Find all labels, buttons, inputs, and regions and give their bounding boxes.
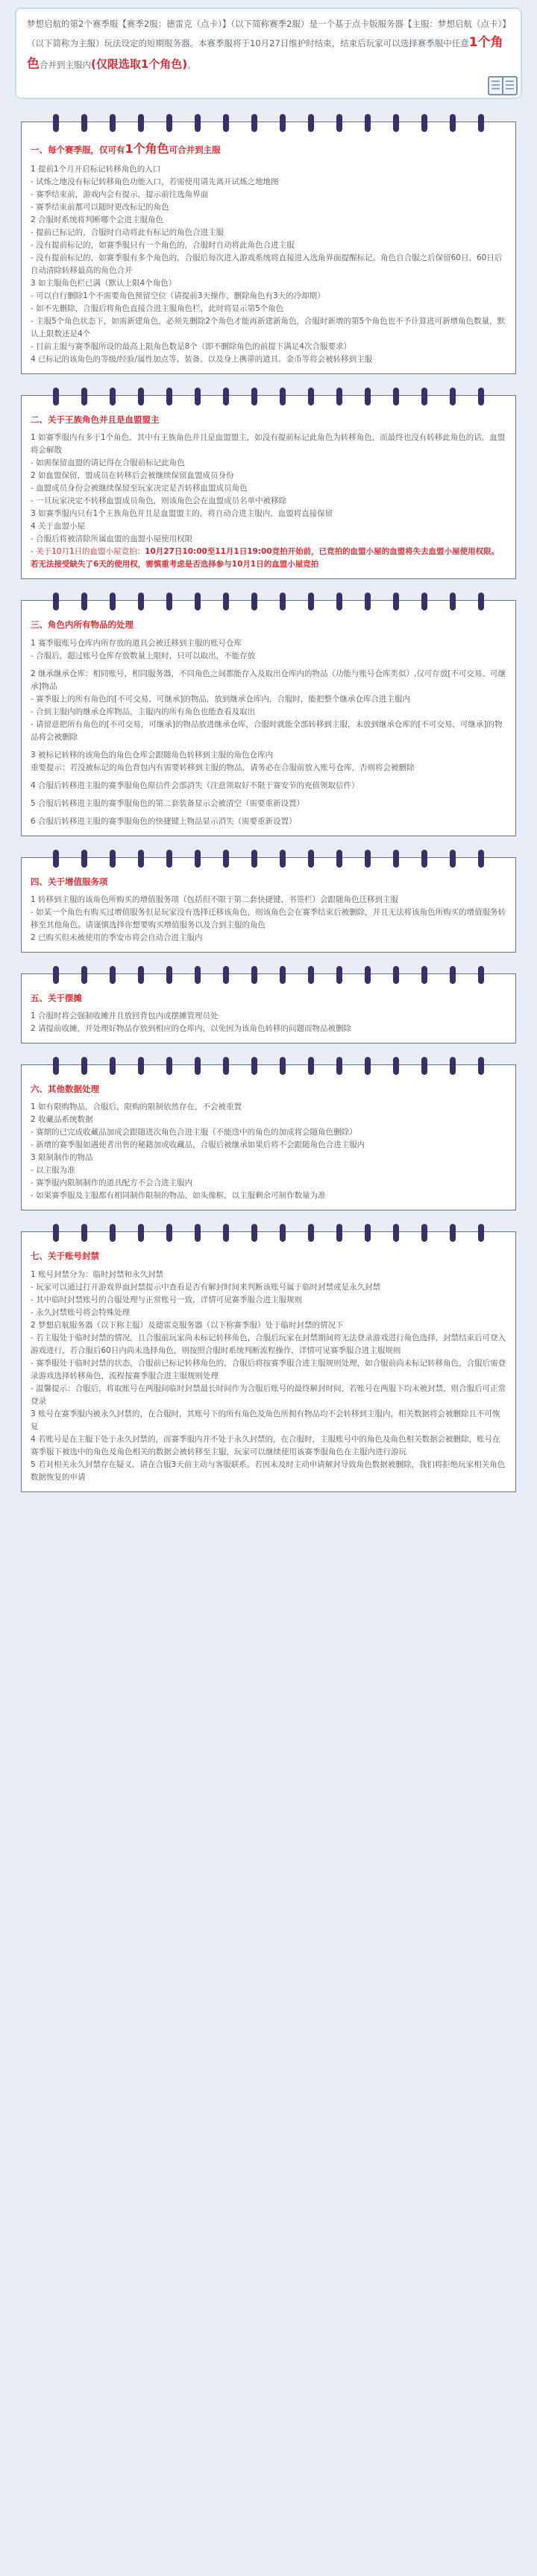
binder-ring bbox=[393, 1224, 399, 1242]
section-card bbox=[21, 593, 516, 836]
binder-ring bbox=[53, 114, 59, 132]
clan-hall-note-emphasis: 10月27日10:00至11月1日19:00竞拍开始前，已竞拍的血盟小屋的血盟将失去血盟小屋使用权限。若无法接受缺失了6天的使用权，需慎重考虑是否选择参与10月1日的血盟小屋竞拍 bbox=[31, 547, 500, 569]
binder-ring bbox=[478, 966, 484, 984]
content-line: 2 如血盟保留，盟成员在转移后会被继续保留血盟成员身份 bbox=[31, 471, 234, 481]
binder-ring bbox=[308, 1057, 314, 1075]
binder-ring bbox=[280, 850, 286, 868]
binder-ring bbox=[251, 593, 257, 610]
content-line: - 赛季结束前，游戏内会有提示，提示前往选角界面 bbox=[31, 190, 209, 200]
binder-ring bbox=[195, 1224, 201, 1242]
binder-ring bbox=[336, 1224, 342, 1242]
binder-ring bbox=[251, 388, 257, 405]
content-line: - 合服后，超过账号仓库存放数量上限时，只可以取出，不能存放 bbox=[31, 651, 256, 660]
binder-ring bbox=[336, 114, 342, 132]
binder-ring bbox=[421, 1057, 427, 1075]
content-line: - 赛期的已完成收藏品加成会跟随进次角色合进主服（不能迭中的角色的加成将会随角色删除） bbox=[31, 1128, 357, 1137]
binder-ring bbox=[138, 1224, 144, 1242]
content-line: - 赛季服处于临时封禁的状态，合服前已标记转移角色的，合服后将按赛季服合进主服规则处理，如合服前尚未标记转移角色，合服后需登录游戏选择转移角色，流程按赛季服合进主服规则处理 bbox=[31, 1358, 506, 1380]
binder-ring bbox=[308, 388, 314, 405]
content-line: 4 合服后转移进主服的赛季服角色原信件会部消失（注意领取好不限于赛安节的充值领取信件） bbox=[31, 780, 359, 790]
section-card bbox=[21, 388, 516, 579]
binder-ring bbox=[365, 114, 371, 132]
content-line: - 如某一个角色有购买过增值服务但是玩家没有选择迁移该角色，则该角色会在赛季结束后被删除，并且无法将该角色所购买的增值服务转移至其他角色。请谨慎选择你想要购买增值服务以及合到主服的角色 bbox=[31, 907, 506, 929]
content-line: 2 已购买但未被使用的季安市将会自动合进主服内 bbox=[31, 932, 203, 942]
content-line: - 没有提前标记的，如赛季服有多个角色的，合服后每次进入游戏系统将直接进入选角界面提醒标记。角色自合服之后保留60日，60日后自动清除转移最高的角色合并 bbox=[31, 253, 503, 276]
content-line: 1 合服时将会强制收摊并且放回背包内或摆摊管理员处 bbox=[31, 1011, 219, 1021]
binder-ring bbox=[251, 966, 257, 984]
binder-ring bbox=[53, 593, 59, 610]
binder-ring bbox=[81, 593, 87, 610]
content-line: - 没有提前标记的，如赛季服只有一个角色的，合服时自动将此角色合进主服 bbox=[31, 241, 295, 250]
binder-ring bbox=[81, 966, 87, 984]
intro-text-1: 梦想启航的第2个赛季服【赛季2服：德雷克（点卡）】（以下简称赛季2服）是一个基于点卡版服务器【主服：梦想启航（点卡）】（以下简称为主服）玩法设定的短期服务器。本赛季服将于10月27日维护时结束，结束后玩家可以选择赛季服中任意 bbox=[27, 19, 506, 48]
content-line: 1 转移到主服的该角色所购买的增值服务项（包括但不限于第二套快捷键、书签栏）会跟随角色迁移到主服 bbox=[31, 894, 399, 904]
section-card bbox=[21, 1224, 516, 1491]
section-title: 七、关于账号封禁 bbox=[31, 1251, 99, 1262]
binder-ring bbox=[251, 850, 257, 868]
binder-ring bbox=[450, 966, 456, 984]
binder-ring bbox=[421, 966, 427, 984]
binder-ring bbox=[308, 593, 314, 610]
content-line: - 赛季服上的所有角色的[不可交易，可继承]的物品，放到继承仓库内，合服时，能把整个继承仓库合进主服内 bbox=[31, 694, 410, 704]
binder-ring bbox=[365, 966, 371, 984]
binder-ring bbox=[308, 966, 314, 984]
binder-ring bbox=[166, 966, 172, 984]
section-lines bbox=[31, 1101, 506, 1202]
section-title-text: 可合并到主服 bbox=[169, 145, 221, 156]
binder-ring bbox=[336, 966, 342, 984]
content-line: - 新增的赛季服如遇使者出售的秘籍加成收藏品，合服后被继承如果后将不会跟随角色合进主服内 bbox=[31, 1140, 365, 1150]
binder-ring bbox=[280, 593, 286, 610]
binder-ring bbox=[393, 1057, 399, 1075]
content-line: - 提前已标记的，合服时自动将此有标记的角色合进主服 bbox=[31, 228, 224, 238]
binder-ring bbox=[53, 966, 59, 984]
content-line: - 血盟成员身份会被继续保留至玩家决定是否转移血盟成员角色 bbox=[31, 484, 248, 493]
binder-ring bbox=[336, 388, 342, 405]
binder-ring bbox=[81, 114, 87, 132]
binder-ring bbox=[166, 1057, 172, 1075]
binder-ring bbox=[336, 593, 342, 610]
content-line: 1 如赛季服内有多于1个角色，其中有王族角色并且是血盟盟主，如没有提前标记此角色为转移角色，而最终也没有转移此角色的话，血盟将会解散 bbox=[31, 433, 506, 455]
binder-ring bbox=[195, 1057, 201, 1075]
content-line: - 主服5个角色状态下，如需新建角色，必须先删除2个角色才能再新建新角色，合服时新增的第5个角色也不予计算进可新增角色数量，默认上限数还是4个 bbox=[31, 317, 506, 339]
binder-ring bbox=[110, 1057, 116, 1075]
intro-text-2: 合并到主服内 bbox=[40, 60, 91, 70]
section-card bbox=[21, 1057, 516, 1210]
binder-ring bbox=[450, 1224, 456, 1242]
content-line: - 赛季结束前都可以随时更改标记的角色 bbox=[31, 203, 169, 212]
binder-ring bbox=[166, 850, 172, 868]
binder-ring bbox=[110, 388, 116, 405]
binder-ring bbox=[251, 1057, 257, 1075]
binder-ring bbox=[81, 1224, 87, 1242]
binder-ring bbox=[280, 1224, 286, 1242]
binder-ring bbox=[166, 114, 172, 132]
binder-ring bbox=[308, 114, 314, 132]
binder-ring bbox=[195, 114, 201, 132]
binder-ring bbox=[421, 388, 427, 405]
content-line: - 一旦玩家决定不转移血盟成员角色，则该角色会在血盟成员名单中被移除 bbox=[31, 496, 287, 506]
content-line: 4 关于血盟小屋 bbox=[31, 522, 86, 531]
binder-ring bbox=[478, 114, 484, 132]
binder-ring bbox=[110, 593, 116, 610]
binder-ring bbox=[478, 850, 484, 868]
content-line: 5 若对相关永久封禁存在疑义，请在合服3天前主动与客服联系。若因未及时主动申请解封导致角色数据被删除，我们将拒绝玩家相关角色数据恢复的申请 bbox=[31, 1459, 506, 1482]
binder-ring bbox=[421, 593, 427, 610]
content-line: 1 提前1个月开启标记转移角色的入口 bbox=[31, 165, 161, 174]
binder-ring bbox=[450, 388, 456, 405]
section-title: 二、关于王族角色并且是血盟盟主 bbox=[31, 414, 160, 426]
binder-ring bbox=[81, 1057, 87, 1075]
binder-rings bbox=[21, 388, 516, 407]
binder-ring bbox=[81, 388, 87, 405]
content-line: 重要提示：若没被标记的角色背包内有需要转移到主服的物品，请务必在合服前放入账号仓库，否则将会被删除 bbox=[31, 763, 415, 772]
section-title-text: 一、每个赛季服，仅可有 bbox=[31, 145, 125, 156]
content-line: 2 继承继承仓库：相同账号，相同服务器，不同角色之间都能存入及取出仓库内的物品（功能与账号仓库类似）,仅可存放[不可交易、可继承]物品 bbox=[31, 669, 506, 691]
binder-ring bbox=[195, 850, 201, 868]
intro-highlight-limit: (仅限选取1个角色) bbox=[91, 57, 188, 71]
intro-box bbox=[15, 7, 522, 99]
binder-rings bbox=[21, 1057, 516, 1076]
binder-ring bbox=[138, 593, 144, 610]
binder-rings bbox=[21, 114, 516, 133]
section-title: 四、关于增值服务项 bbox=[31, 876, 108, 887]
binder-ring bbox=[393, 114, 399, 132]
binder-ring bbox=[450, 850, 456, 868]
content-line: - 目前主服与赛季服所设的最高上限角色数是8个（即不删除角色的前提下满足4次合服要求） bbox=[31, 342, 351, 352]
section-title bbox=[31, 140, 506, 158]
binder-ring bbox=[478, 1224, 484, 1242]
binder-ring bbox=[223, 1224, 229, 1242]
binder-ring bbox=[195, 593, 201, 610]
content-line: - 如需保留血盟的请记得在合服前标记此角色 bbox=[31, 458, 185, 468]
binder-ring bbox=[308, 850, 314, 868]
binder-ring bbox=[138, 966, 144, 984]
content-line: - 玩家可以通过打开游戏界面封禁提示中查看是否有解封时间来判断该账号属于临时封禁或是永久封禁 bbox=[31, 1282, 381, 1292]
binder-ring bbox=[110, 1224, 116, 1242]
content-line: 6 合服后转移进主服的赛季服角色的快捷键上物品显示消失（需要重新设置） bbox=[31, 816, 297, 826]
clan-hall-auction-note bbox=[31, 546, 506, 571]
binder-ring bbox=[223, 593, 229, 610]
binder-ring bbox=[223, 388, 229, 405]
binder-ring bbox=[195, 966, 201, 984]
content-line: - 若主服处于临时封禁的情况，且合服前玩家尚未标记转移角色，合服后玩家在封禁期间将无法登录游戏进行角色选择，封禁结束后可登入游戏进行，若合服后60日内尚未选择角色，则按照合服时系统判断流程操作，详情可见赛季服合进主服规则 bbox=[31, 1333, 506, 1355]
binder-ring bbox=[280, 114, 286, 132]
content-line: - 请留意把所有角色的[不可交易，可继承]的物品放进继承仓库，合服时就能全部转移到主服，未放到继承仓库的[不可交易，可继承]的物品将会被删除 bbox=[31, 719, 503, 742]
binder-ring bbox=[53, 1224, 59, 1242]
section-card bbox=[21, 966, 516, 1044]
section-lines bbox=[31, 1010, 506, 1035]
binder-rings bbox=[21, 850, 516, 869]
content-line: - 永久封禁账号将会特殊处理 bbox=[31, 1307, 131, 1317]
binder-ring bbox=[223, 114, 229, 132]
book-icon bbox=[488, 76, 518, 95]
binder-rings bbox=[21, 593, 516, 612]
binder-ring bbox=[450, 114, 456, 132]
binder-ring bbox=[365, 1224, 371, 1242]
section-lines bbox=[31, 1269, 506, 1484]
content-line: - 合到主服内的继承仓库物品，主服内的所有角色也能查看及取出 bbox=[31, 707, 256, 716]
section-lines bbox=[31, 432, 506, 546]
binder-ring bbox=[478, 593, 484, 610]
binder-ring bbox=[166, 388, 172, 405]
content-line: 2 收藏品系统数据 bbox=[31, 1115, 93, 1125]
binder-ring bbox=[53, 850, 59, 868]
content-line: - 合服后将被清除所属血盟的血盟小屋使用权限 bbox=[31, 534, 193, 544]
intro-text-3: 。 bbox=[187, 60, 196, 70]
binder-ring bbox=[280, 388, 286, 405]
binder-ring bbox=[421, 850, 427, 868]
binder-ring bbox=[138, 388, 144, 405]
section-lines bbox=[31, 637, 506, 828]
content-line: 1 如有限购物品，合服后，限购的限制依然存在，不会被重置 bbox=[31, 1102, 242, 1112]
binder-ring bbox=[280, 966, 286, 984]
section-title-highlight: 1个角色 bbox=[125, 142, 169, 157]
binder-ring bbox=[421, 114, 427, 132]
binder-ring bbox=[138, 114, 144, 132]
binder-ring bbox=[478, 388, 484, 405]
section-lines bbox=[31, 163, 506, 366]
binder-ring bbox=[365, 850, 371, 868]
intro-highlight-one-character: 1个角色 bbox=[27, 34, 503, 72]
content-line: 1 账号封禁分为：临时封禁和永久封禁 bbox=[31, 1269, 164, 1279]
content-line: - 如果赛季服及主服都有相同制作限制的物品，如头像框，以主服剩余可制作数量为准 bbox=[31, 1191, 326, 1201]
content-line: 3 被标记转移的该角色的角色仓库会跟随角色转移到主服的角色仓库内 bbox=[31, 750, 274, 760]
binder-ring bbox=[393, 966, 399, 984]
binder-ring bbox=[336, 1057, 342, 1075]
content-line: 3 如赛季服内只有1个王族角色并且是血盟盟主的，将自动合进主服内，血盟将直接保留 bbox=[31, 509, 333, 519]
binder-ring bbox=[450, 1057, 456, 1075]
content-line: 3 如主服角色栏已满（默认上限4个角色） bbox=[31, 279, 177, 288]
content-line: - 试炼之地没有标记转移角色功能入口，若需使用请先离开试炼之地地图 bbox=[31, 177, 279, 187]
content-line: - 温馨提示：合服后，将取账号在两服间临时封禁最长时间作为合服后账号的最终解封时间，若账号在两服下均未被封禁，则合服后可正常登录 bbox=[31, 1383, 506, 1406]
content-line: 2 合服时系统将判断哪个会进主服角色 bbox=[31, 215, 164, 225]
binder-ring bbox=[251, 1224, 257, 1242]
binder-ring bbox=[365, 388, 371, 405]
section-lines bbox=[31, 894, 506, 944]
section-title: 六、其他数据处理 bbox=[31, 1084, 99, 1095]
binder-ring bbox=[393, 593, 399, 610]
binder-ring bbox=[280, 1057, 286, 1075]
binder-ring bbox=[53, 388, 59, 405]
binder-ring bbox=[336, 850, 342, 868]
section-title: 三、角色内所有物品的处理 bbox=[31, 619, 134, 631]
content-line: 3 账号在赛季服内被永久封禁的，在合服时，其账号下的所有角色及角色所拥有物品均不会转移到主服内，相关数据将会被删除且不可恢复 bbox=[31, 1409, 500, 1431]
binder-ring bbox=[110, 850, 116, 868]
binder-ring bbox=[166, 1224, 172, 1242]
section-card bbox=[21, 114, 516, 374]
binder-ring bbox=[421, 1224, 427, 1242]
binder-ring bbox=[138, 850, 144, 868]
content-line: 4 若账号是在主服下处于永久封禁的，而赛季服内并不处于永久封禁的，在合服时，主服账号中的角色及角色相关数据会被删除，账号在赛季服下被选中的角色及角色相关的数据会被转移至主服，玩家可以继续使用该赛季服角色在主服内进行游玩 bbox=[31, 1434, 500, 1456]
binder-ring bbox=[110, 966, 116, 984]
content-line: - 赛季服内限制制作的道具配方不会合进主服内 bbox=[31, 1178, 193, 1188]
binder-ring bbox=[195, 388, 201, 405]
content-line: - 以主服为准 bbox=[31, 1166, 75, 1175]
binder-ring bbox=[110, 114, 116, 132]
binder-ring bbox=[81, 850, 87, 868]
content-line: 2 梦想启航服务器（以下称主服）及德雷克服务器（以下称赛季服）处于临时封禁的情况下 bbox=[31, 1320, 344, 1330]
binder-ring bbox=[223, 850, 229, 868]
content-line: 4 已标记的该角色的等级/经验/属性加点等、装备、以及身上携带的道具、金币等将会被转移到主服 bbox=[31, 355, 373, 364]
content-line: 2 请提前收摊，并处理好物品存放到相应的仓库内，以免因为该角色转移的问题而物品被删除 bbox=[31, 1024, 352, 1034]
content-line: 3 限制制作的物品 bbox=[31, 1153, 93, 1163]
binder-ring bbox=[166, 593, 172, 610]
clan-hall-note-prefix: - 关于10月1日的血盟小屋竞拍： bbox=[31, 547, 145, 557]
binder-ring bbox=[53, 1057, 59, 1075]
binder-rings bbox=[21, 966, 516, 985]
section-title: 五、关于摆摊 bbox=[31, 992, 82, 1003]
binder-ring bbox=[138, 1057, 144, 1075]
binder-rings bbox=[21, 1224, 516, 1243]
binder-ring bbox=[450, 593, 456, 610]
binder-ring bbox=[478, 1057, 484, 1075]
content-line: - 其中临时封禁账号的合服处理与正常账号一致，详情可见赛季服合进主服规则 bbox=[31, 1295, 303, 1304]
section-card bbox=[21, 850, 516, 953]
binder-ring bbox=[308, 1224, 314, 1242]
content-line: 1 赛季服账号仓库内所存放的道具会被迁移到主服的账号仓库 bbox=[31, 638, 242, 648]
content-line: - 如不先删除，合服后将角色直接合进主服角色栏，此时将显示第5个角色 bbox=[31, 304, 284, 314]
binder-ring bbox=[365, 1057, 371, 1075]
binder-ring bbox=[393, 388, 399, 405]
binder-ring bbox=[251, 114, 257, 132]
binder-ring bbox=[223, 1057, 229, 1075]
content-line: - 可以自行删除1个不需要角色预留空位（请提前3天操作，删除角色有3天的冷却期） bbox=[31, 291, 325, 301]
content-line: 5 合服后转移进主服的赛季服角色的第二套装备显示会被清空（需要重新设置） bbox=[31, 798, 305, 808]
binder-ring bbox=[223, 966, 229, 984]
binder-ring bbox=[365, 593, 371, 610]
binder-ring bbox=[393, 850, 399, 868]
